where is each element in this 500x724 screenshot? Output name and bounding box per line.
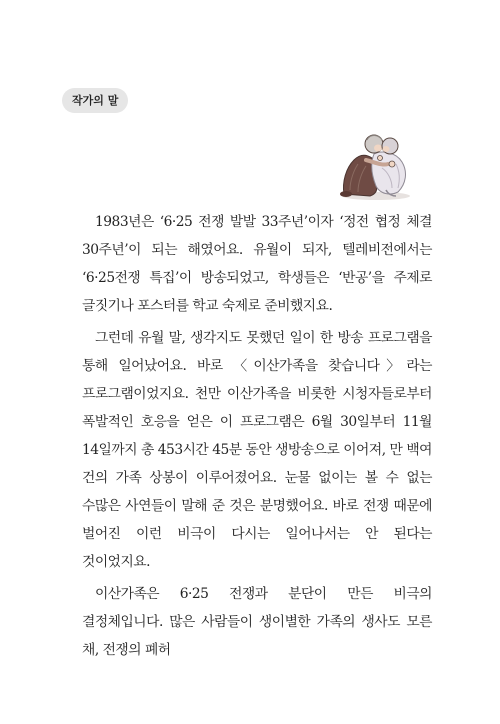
paragraph-2: 그런데 유월 말, 생각지도 못했던 일이 한 방송 프로그램을 통해 일어났어요. 바로 〈이산가족을 찾습니다〉라는 프로그램이었지요. 천만 이산가족을 비롯한 시청자들로부터 폭발적인 호응을 얻은 이 프로그램은 6월 30일부터 11월 14일까지 총 453시간 45분 동안 생방송으로 이어져, 만 백여 건의 가족 상봉이 이루어졌어요. 눈물 없이는 볼 수 없는 수많은 사연들이 말해 준 것은 분명했어요. 바로 전쟁 때문에 벌어진 이런 비극이 다시는 일어나서는 안 된다는 것이었지요. [82, 330, 432, 570]
embracing-family-illustration-icon [336, 124, 420, 202]
body-text [82, 208, 432, 668]
paragraph-3: 이산가족은 6·25 전쟁과 분단이 만든 비극의 결정체입니다. 많은 사람들이 생이별한 가족의 생사도 모른 채, 전쟁의 폐허 [82, 586, 432, 658]
paragraph-1: 1983년은 ‘6·25 전쟁 발발 33주년’이자 ‘정전 협정 체결 30주년’이 되는 해였어요. 유월이 되자, 텔레비전에서는 ‘6·25전쟁 특집’이 방송되었고, 학생들은 ‘반공’을 주제로 글짓기나 포스터를 학교 숙제로 준비했지요. [82, 214, 432, 314]
section-label: 작가의 말 [62, 88, 128, 113]
